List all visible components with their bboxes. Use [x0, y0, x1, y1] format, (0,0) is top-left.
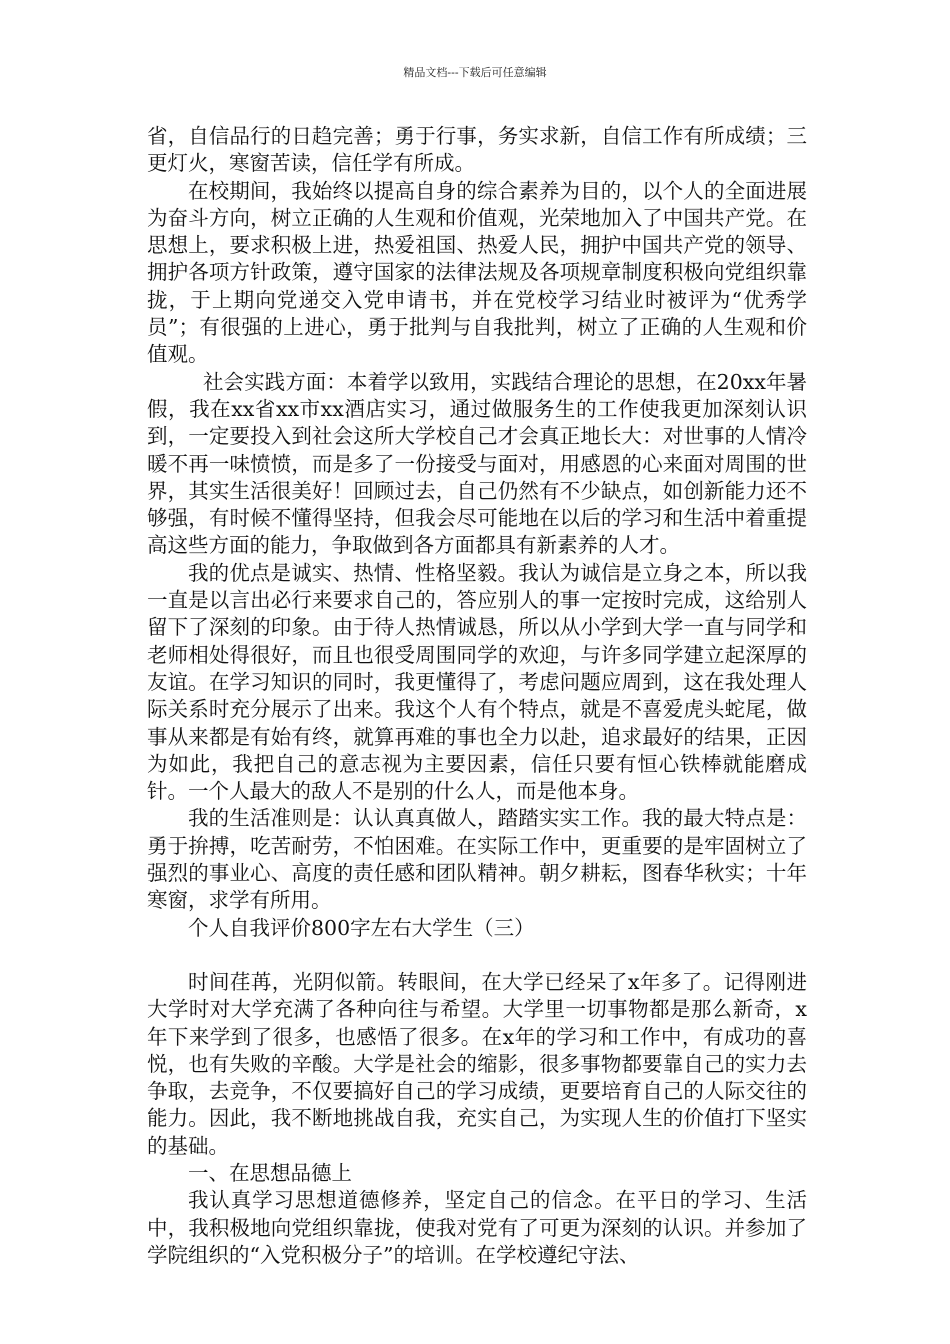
section-heading: 个人自我评价800字左右大学生（三）	[188, 915, 535, 940]
paragraph-1: 省，自信品行的日趋完善；勇于行事，务实求新，自信工作有所成绩；三更灯火，寒窗苦读，信任学有所成。	[147, 124, 807, 176]
paragraph-7: 我认真学习思想道德修养，坚定自己的信念。在平日的学习、生活中，我积极地向党组织靠拢，使我对党有了可更为深刻的认识。并参加了学院组织的“入党积极分子”的培训。在学校遵纪守法、	[147, 1188, 807, 1267]
paragraph-5: 我的生活准则是：认认真真做人，踏踏实实工作。我的最大特点是：勇于拚搏，吃苦耐劳，不怕困难。在实际工作中，更重要的是牢固树立了强烈的事业心、高度的责任感和团队精神。朝夕耕耘，图春华秋实；十年寒窗，求学有所用。	[147, 806, 807, 913]
paragraph-2: 在校期间，我始终以提高自身的综合素养为目的，以个人的全面进展为奋斗方向，树立正确的人生观和价值观，光荣地加入了中国共产党。在思想上，要求积极上进，热爱祖国、热爱人民，拥护中国共产党的领导、拥护各项方针政策，遵守国家的法律法规及各项规章制度积极向党组织靠拢，于上期向党递交入党申请书，并在党校学习结业时被评为“优秀学员”；有很强的上进心，勇于批判与自我批判，树立了正确的人生观和价值观。	[147, 178, 807, 367]
document-body	[147, 123, 807, 1269]
blank-line	[147, 942, 807, 969]
page-header: 精品文档---下载后可任意编辑	[403, 66, 547, 79]
paragraph-6: 时间荏苒，光阴似箭。转眼间，在大学已经呆了x年多了。记得刚进大学时对大学充满了各种向往与希望。大学里一切事物都是那么新奇，x年下来学到了很多，也感悟了很多。在x年的学习和工作中，有成功的喜悦，也有失败的辛酸。大学是社会的缩影，很多事物都要靠自己的实力去争取，去竞争，不仅要搞好自己的学习成绩，更要培育自己的人际交往的能力。因此，我不断地挑战自我，充实自己，为实现人生的价值打下坚实的基础。	[147, 969, 807, 1158]
paragraph-3: 社会实践方面：本着学以致用，实践结合理论的思想，在20xx年暑假，我在xx省xx市xx酒店实习，通过做服务生的工作使我更加深刻认识到，一定要投入到社会这所大学校自己才会真正地长大：对世事的人情冷暖不再一味愤愤，而是多了一份接受与面对，用感恩的心来面对周围的世界，其实生活很美好！回顾过去，自己仍然有不少缺点，如创新能力还不够强，有时候不懂得坚持，但我会尽可能地在以后的学习和生活中着重提高这些方面的能力，争取做到各方面都具有新素养的人才。	[147, 369, 807, 558]
subheading-moral: 一、在思想品德上	[188, 1160, 352, 1185]
paragraph-4: 我的优点是诚实、热情、性格坚毅。我认为诚信是立身之本，所以我一直是以言出必行来要求自己的，答应别人的事一定按时完成，这给别人留下了深刻的印象。由于待人热情诚恳，所以从小学到大学一直与同学和老师相处得很好，而且也很受周围同学的欢迎，与许多同学建立起深厚的友谊。在学习知识的同时，我更懂得了，考虑问题应周到，这在我处理人际关系时充分展示了出来。我这个人有个特点，就是不喜爱虎头蛇尾，做事从来都是有始有终，就算再难的事也全力以赴，追求最好的结果，正因为如此，我把自己的意志视为主要因素，信任只要有恒心铁棒就能磨成针。一个人最大的敌人不是别的什么人，而是他本身。	[147, 560, 807, 804]
